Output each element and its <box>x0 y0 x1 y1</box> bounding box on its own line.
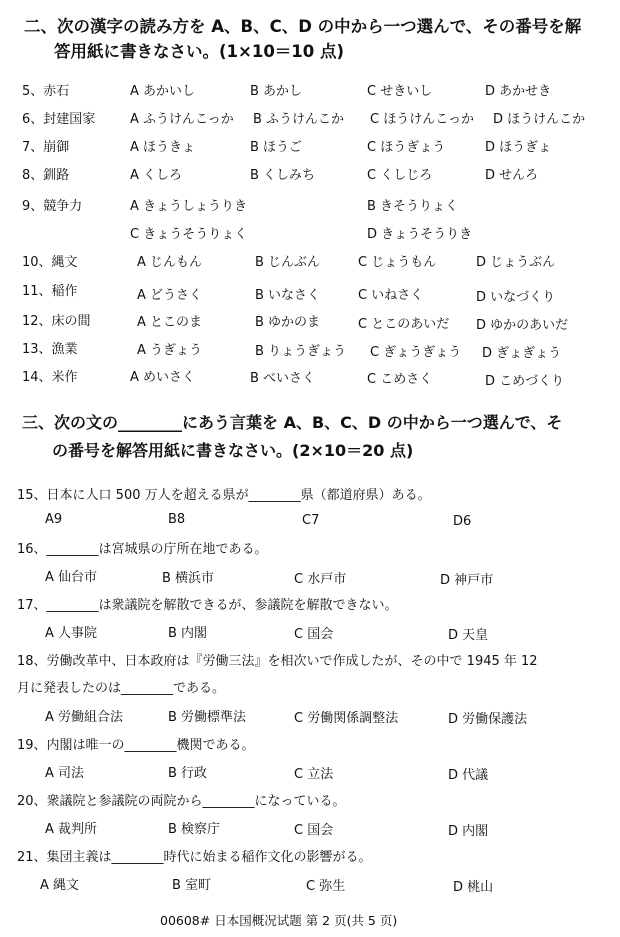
q16-option-c: C 水戸市 <box>294 572 347 587</box>
q5-option-b: B あかし <box>250 84 303 99</box>
q12-option-a: A とこのま <box>137 315 203 330</box>
q17-option-d: D 天皇 <box>448 628 489 643</box>
q9-option-b: B きそうりょく <box>367 199 459 214</box>
q14-option-c: C こめさく <box>367 372 433 387</box>
q15-option-b: B8 <box>168 512 186 527</box>
q17-option-c: C 国会 <box>294 627 334 642</box>
q6-option-c: C ほうけんこっか <box>370 112 474 127</box>
q15-option-c: C7 <box>302 513 320 528</box>
q21-text: 21、集団主義は________時代に始まる稲作文化の影響がる。 <box>17 850 372 865</box>
q16-option-a: A 仙台市 <box>45 570 98 585</box>
q18-option-c: C 労働関係調整法 <box>294 711 399 726</box>
q14-label: 14、米作 <box>22 370 78 385</box>
q9-option-c: C きょうそうりょく <box>130 227 248 242</box>
page-footer: 00608# 日本国概况试题 第 2 页(共 5 页) <box>160 913 398 928</box>
q5-label: 5、赤石 <box>22 84 70 99</box>
q17-text: 17、________は衆議院を解散できるが、参議院を解散できない。 <box>17 598 398 613</box>
q18-option-a: A 労働組合法 <box>45 710 124 725</box>
q9-option-a: A きょうしょうりき <box>130 199 248 214</box>
q13-option-b: B りょうぎょう <box>255 344 347 359</box>
q6-option-a: A ふうけんこっか <box>130 112 234 127</box>
q20-option-d: D 内閣 <box>448 824 489 839</box>
q8-option-a: A くしろ <box>130 168 183 183</box>
q11-option-a: A どうさく <box>137 288 203 303</box>
q7-option-c: C ほうぎょう <box>367 140 446 155</box>
q12-option-b: B ゆかのま <box>255 315 321 330</box>
q15-option-d: D6 <box>453 514 472 529</box>
q13-option-d: D ぎょぎょう <box>482 346 562 361</box>
q18-text: 18、労働改革中、日本政府は『労働三法』を相次いで作成したが、その中で 1945 年 12 <box>17 654 538 669</box>
q8-option-d: D せんろ <box>485 168 539 183</box>
q21-option-a: A 縄文 <box>40 878 80 893</box>
q13-option-a: A うぎょう <box>137 343 203 358</box>
q19-option-c: C 立法 <box>294 767 334 782</box>
q15-text: 15、日本に人口 500 万人を超える県が________県（都道府県）ある。 <box>17 488 431 503</box>
q17-option-a: A 人事院 <box>45 626 98 641</box>
section3-heading-line1: 三、次の文の________にあう言葉を A、B、C、D の中から一つ選んで、そ <box>22 413 563 432</box>
q19-option-a: A 司法 <box>45 766 85 781</box>
q11-option-b: B いなさく <box>255 288 321 303</box>
q16-option-b: B 横浜市 <box>162 571 215 586</box>
q17-option-b: B 内閣 <box>168 626 208 641</box>
q12-option-c: C とこのあいだ <box>358 317 450 332</box>
q10-option-c: C じょうもん <box>358 255 437 270</box>
q7-option-b: B ほうご <box>250 140 303 155</box>
q14-option-a: A めいさく <box>130 370 196 385</box>
q13-option-c: C ぎょうぎょう <box>370 345 462 360</box>
q9-label: 9、競争力 <box>22 199 83 214</box>
q8-label: 8、釧路 <box>22 168 70 183</box>
q21-option-b: B 室町 <box>172 878 212 893</box>
section2-heading-line1: 二、次の漢字の読み方を A、B、C、D の中から一つ選んで、その番号を解 <box>24 17 582 36</box>
q12-label: 12、床の間 <box>22 314 91 329</box>
q21-option-d: D 桃山 <box>453 880 494 895</box>
q16-text: 16、________は宮城県の庁所在地である。 <box>17 542 268 557</box>
q8-option-c: C くしじろ <box>367 168 433 183</box>
q12-option-d: D ゆかのあいだ <box>476 318 569 333</box>
q14-option-d: D こめづくり <box>485 374 565 389</box>
q6-option-d: D ほうけんこか <box>493 112 586 127</box>
q20-option-b: B 検察庁 <box>168 822 221 837</box>
q14-option-b: B べいさく <box>250 371 316 386</box>
q5-option-c: C せきいし <box>367 84 433 99</box>
q18-text-cont: 月に発表したのは________である。 <box>17 681 226 696</box>
q15-option-a: A9 <box>45 512 63 527</box>
q5-option-d: D あかせき <box>485 84 552 99</box>
q21-option-c: C 弥生 <box>306 879 346 894</box>
q5-option-a: A あかいし <box>130 84 196 99</box>
q19-option-d: D 代議 <box>448 768 489 783</box>
q13-label: 13、漁業 <box>22 342 78 357</box>
q6-option-b: B ふうけんこか <box>253 112 345 127</box>
q7-option-d: D ほうぎょ <box>485 140 552 155</box>
q20-option-a: A 裁判所 <box>45 822 98 837</box>
q10-label: 10、縄文 <box>22 255 78 270</box>
q18-option-d: D 労働保護法 <box>448 712 528 727</box>
q10-option-d: D じょうぶん <box>476 255 556 270</box>
q10-option-a: A じんもん <box>137 255 203 270</box>
section2-heading-line2: 答用紙に書きなさい。(1×10＝10 点) <box>54 42 345 61</box>
q8-option-b: B くしみち <box>250 168 316 183</box>
q9-option-d: D きょうそうりき <box>367 227 473 242</box>
q20-text: 20、衆議院と参議院の両院から________になっている。 <box>17 794 346 809</box>
q10-option-b: B じんぶん <box>255 255 321 270</box>
q19-option-b: B 行政 <box>168 766 208 781</box>
q16-option-d: D 神戸市 <box>440 573 494 588</box>
q7-option-a: A ほうきょ <box>130 140 196 155</box>
q11-option-c: C いねさく <box>358 288 424 303</box>
q20-option-c: C 国会 <box>294 823 334 838</box>
q11-option-d: D いなづくり <box>476 290 556 305</box>
q6-label: 6、封建国家 <box>22 112 96 127</box>
q18-option-b: B 労働標準法 <box>168 710 247 725</box>
q11-label: 11、稲作 <box>22 284 78 299</box>
section3-heading-line2: の番号を解答用紙に書きなさい。(2×10＝20 点) <box>52 441 414 460</box>
q19-text: 19、内閣は唯一の________機関である。 <box>17 738 255 753</box>
q7-label: 7、崩御 <box>22 140 70 155</box>
